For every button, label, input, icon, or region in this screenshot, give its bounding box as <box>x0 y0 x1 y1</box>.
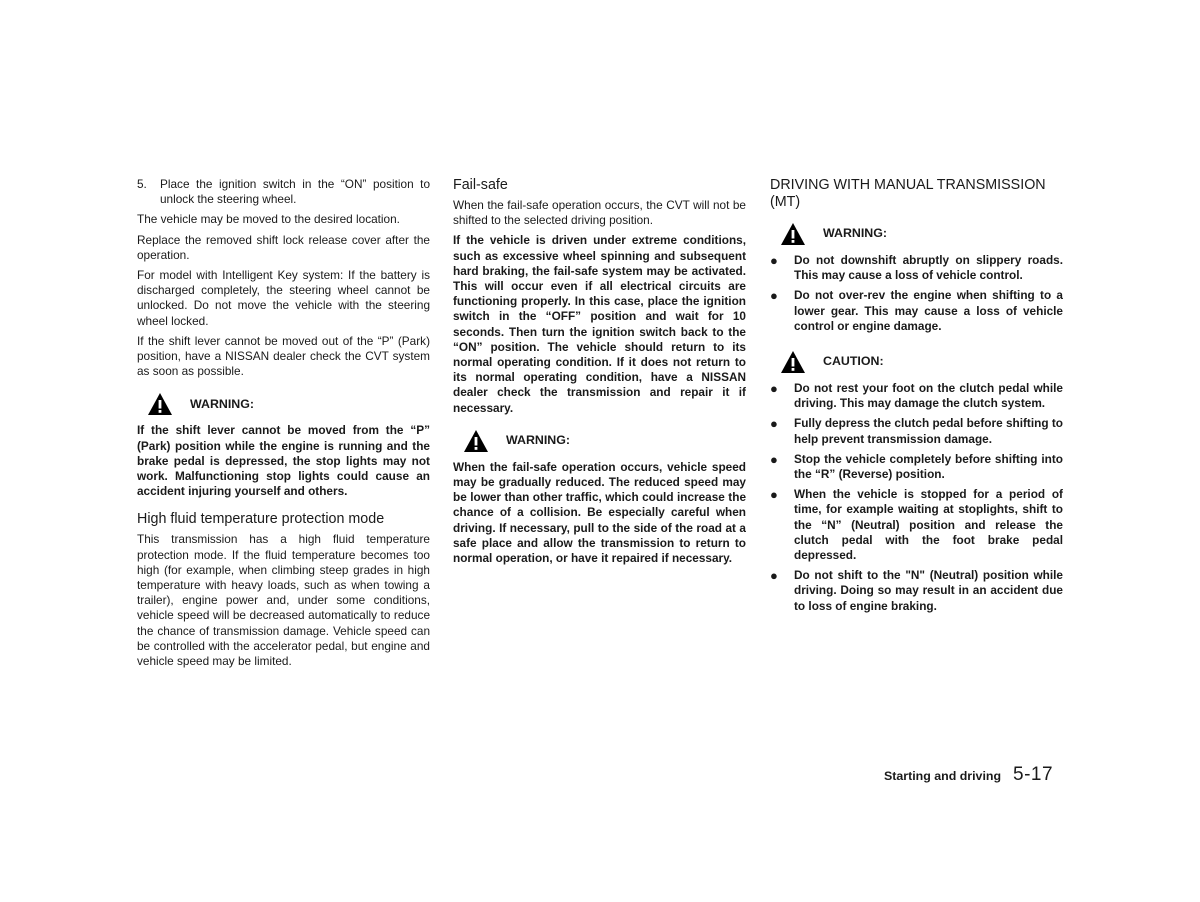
bullet-icon: ● <box>770 288 778 304</box>
column-right <box>770 177 1063 619</box>
bullet-icon: ● <box>770 253 778 268</box>
paragraph-bold: If the vehicle is driven under extreme conditions, such as excessive wheel spinning and subsequent hard braking, the fail-safe system may be activated. This will occur even if all electrical circuits are functioning properly. In this case, place the ignition switch in the “OFF” position and wait for 10 seconds. Then turn the ignition switch back to the “ON” position. The vehicle should return to its normal operating condition. If it does not return to its normal operating condition, have a NISSAN dealer check the transmission and repair it if necessary. <box>453 233 746 415</box>
list-item: ● Do not rest your foot on the clutch pedal while driving. This may damage the clutch system. <box>770 381 1063 411</box>
paragraph: Replace the removed shift lock release cover after the operation. <box>137 232 430 262</box>
warning-text: When the fail-safe operation occurs, vehicle speed may be gradually reduced. The reduced speed may be lower than other traffic, which could increase the chance of a collision. Be especially careful when driving. If necessary, pull to the side of the road at a safe place and allow the transmission to return to normal operation, or have it repaired if necessary. <box>453 459 746 566</box>
paragraph: The vehicle may be moved to the desired location. <box>137 212 400 227</box>
warning-triangle-icon <box>780 350 806 374</box>
warning-header <box>780 222 1063 246</box>
list-item: ● Fully depress the clutch pedal before shifting to help prevent transmission damage. <box>770 416 1063 446</box>
list-item: ● Do not over-rev the engine when shifting to a lower gear. This may cause a loss of vehicle control or engine damage. <box>770 288 1063 333</box>
step-5 <box>137 177 430 207</box>
sub-heading: Fail-safe <box>453 177 508 193</box>
warning-triangle-icon <box>780 222 806 246</box>
bullet-icon: ● <box>770 416 778 432</box>
warning-list <box>770 253 1063 334</box>
paragraph: When the fail-safe operation occurs, the CVT will not be shifted to the selected driving position. <box>453 198 746 228</box>
list-item: ● When the vehicle is stopped for a period of time, for example waiting at stoplights, shift to the “N” (Neutral) position and release the clutch pedal with the foot brake pedal depressed. <box>770 487 1063 563</box>
warning-header <box>147 392 430 416</box>
caution-header <box>780 350 1063 374</box>
list-item: ● Do not shift to the "N" (Neutral) position while driving. Doing so may result in an accident due to loss of engine braking. <box>770 568 1063 613</box>
warning-triangle-icon <box>463 429 489 453</box>
column-left <box>137 177 430 674</box>
warning-text: If the shift lever cannot be moved from the “P” (Park) position while the engine is running and the brake pedal is depressed, the stop lights may not work. Malfunctioning stop lights could cause an accident injuring yourself and others. <box>137 423 430 499</box>
sub-heading: High fluid temperature protection mode <box>137 511 385 528</box>
caution-label: CAUTION: <box>823 354 884 369</box>
step-number: 5. <box>137 177 147 191</box>
warning-label: WARNING: <box>190 396 255 411</box>
section-heading: DRIVING WITH MANUAL TRANSMISSION (MT) <box>770 177 1046 210</box>
list-item: ● Do not downshift abruptly on slippery roads. This may cause a loss of vehicle control. <box>770 253 1063 283</box>
page-number: 5-17 <box>1013 764 1054 785</box>
step-text: Place the ignition switch in the “ON” position to unlock the steering wheel. <box>160 177 430 207</box>
warning-label: WARNING: <box>506 433 571 448</box>
bullet-icon: ● <box>770 487 778 503</box>
list-item: ● Stop the vehicle completely before shifting into the “R” (Reverse) position. <box>770 451 1063 482</box>
bullet-icon: ● <box>770 451 778 467</box>
paragraph: For model with Intelligent Key system: If the battery is discharged completely, the steering wheel cannot be unlocked. Do not move the vehicle with the steering wheel locked. <box>137 268 430 328</box>
caution-list <box>770 381 1063 614</box>
section-name: Starting and driving <box>884 769 1002 783</box>
warning-triangle-icon <box>147 392 173 416</box>
paragraph: If the shift lever cannot be moved out of the “P” (Park) position, have a NISSAN dealer check the CVT system as soon as possible. <box>137 333 430 379</box>
page-footer <box>884 764 1053 786</box>
warning-header <box>463 429 746 453</box>
bullet-icon: ● <box>770 568 778 584</box>
paragraph: This transmission has a high fluid temperature protection mode. If the fluid temperature becomes too high (for example, when climbing steep grades in high temperature with heavy loads, such as when towing a trailer), engine power and, under some conditions, vehicle speed will be decreased automatically to reduce the chance of transmission damage. Vehicle speed can be controlled with the accelerator pedal, but engine and vehicle speed may be limited. <box>137 532 430 669</box>
warning-label: WARNING: <box>823 226 888 241</box>
bullet-icon: ● <box>770 381 778 397</box>
column-middle <box>453 177 746 571</box>
